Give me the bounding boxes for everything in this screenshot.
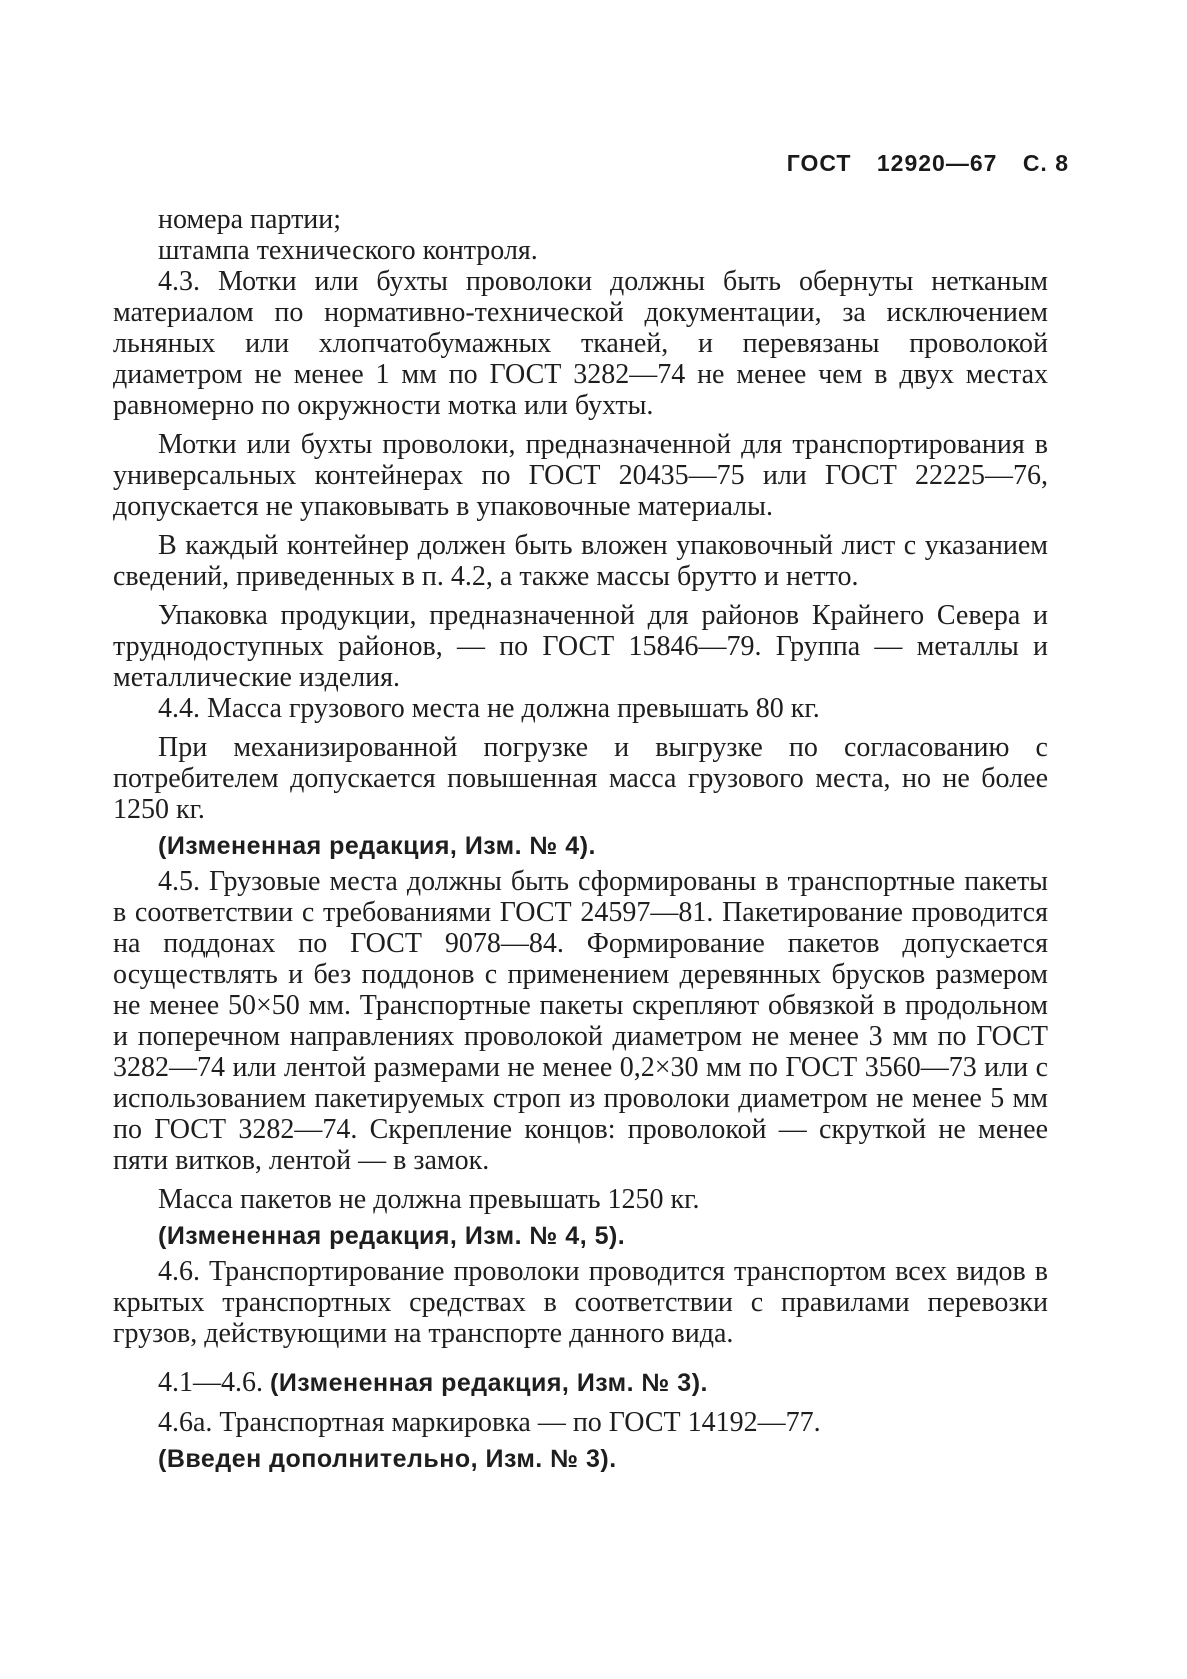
paragraph: При механизированной погрузке и выгрузке по согласованию с потребителем допускается повышенная масса грузового места, но не более 1250 кг. (113, 732, 1048, 825)
paragraph: Упаковка продукции, предназначенной для районов Крайнего Севера и труднодоступных районов, — по ГОСТ 15846—79. Группа — металлы и металлические изделия. (113, 600, 1048, 693)
paragraph: 4.6а. Транспортная маркировка — по ГОСТ 14192—77. (158, 1407, 821, 1438)
amendment-note: (Измененная редакция, Изм. № 3). (270, 1369, 708, 1397)
amendment-range: 4.1—4.6. (158, 1367, 263, 1398)
header-page: С. 8 (1022, 150, 1069, 176)
document-body (113, 204, 1048, 1479)
paragraph: штампа технического контроля. (158, 235, 538, 266)
paragraph: В каждый контейнер должен быть вложен упаковочный лист с указанием сведений, приведенных в п. 4.2, а также массы брутто и нетто. (113, 530, 1048, 592)
header-number: 12920—67 (876, 150, 998, 176)
amendment-note: (Введен дополнительно, Изм. № 3). (158, 1445, 617, 1473)
paragraph: 4.5. Грузовые места должны быть сформированы в транспортные пакеты в соответствии с требованиями ГОСТ 24597—81. Пакетирование проводится на поддонах по ГОСТ 9078—84. Формирование пакетов допускается осуществлять и без поддонов с применением деревянных брусков размером не менее 50×50 мм. Транспортные пакеты скрепляют обвязкой в продольном и поперечном направлениях проволокой диаметром не менее 3 мм по ГОСТ 3282—74 или лентой размерами не менее 0,2×30 мм по ГОСТ 3560—73 или с использованием пакетируемых строп из проволоки диаметром не менее 5 мм по ГОСТ 3282—74. Скрепление концов: проволокой — скруткой не менее пяти витков, лентой — в замок. (113, 866, 1048, 1176)
amendment-note: (Измененная редакция, Изм. № 4). (158, 832, 596, 860)
paragraph: номера партии; (158, 204, 342, 235)
amendment-note: (Измененная редакция, Изм. № 4, 5). (158, 1222, 626, 1250)
paragraph: 4.6. Транспортирование проволоки проводится транспортом всех видов в крытых транспортных средствах в соответствии с правилами перевозки грузов, действующими на транспорте данного вида. (113, 1256, 1048, 1349)
page-header (787, 150, 1069, 177)
paragraph: Масса пакетов не должна превышать 1250 кг. (158, 1184, 700, 1215)
header-standard: ГОСТ (786, 150, 852, 176)
paragraph: 4.3. Мотки или бухты проволоки должны быть обернуты нетканым материалом по нормативно-технической документации, за исключением льняных или хлопчатобумажных тканей, и перевязаны проволокой диаметром не менее 1 мм по ГОСТ 3282—74 не менее чем в двух местах равномерно по окружности мотка или бухты. (113, 266, 1048, 421)
paragraph: Мотки или бухты проволоки, предназначенной для транспортирования в универсальных контейнерах по ГОСТ 20435—75 или ГОСТ 22225—76, допускается не упаковывать в упаковочные материалы. (113, 429, 1048, 522)
paragraph: 4.4. Масса грузового места не должна превышать 80 кг. (158, 693, 820, 724)
amendment-paragraph (113, 1367, 1048, 1399)
